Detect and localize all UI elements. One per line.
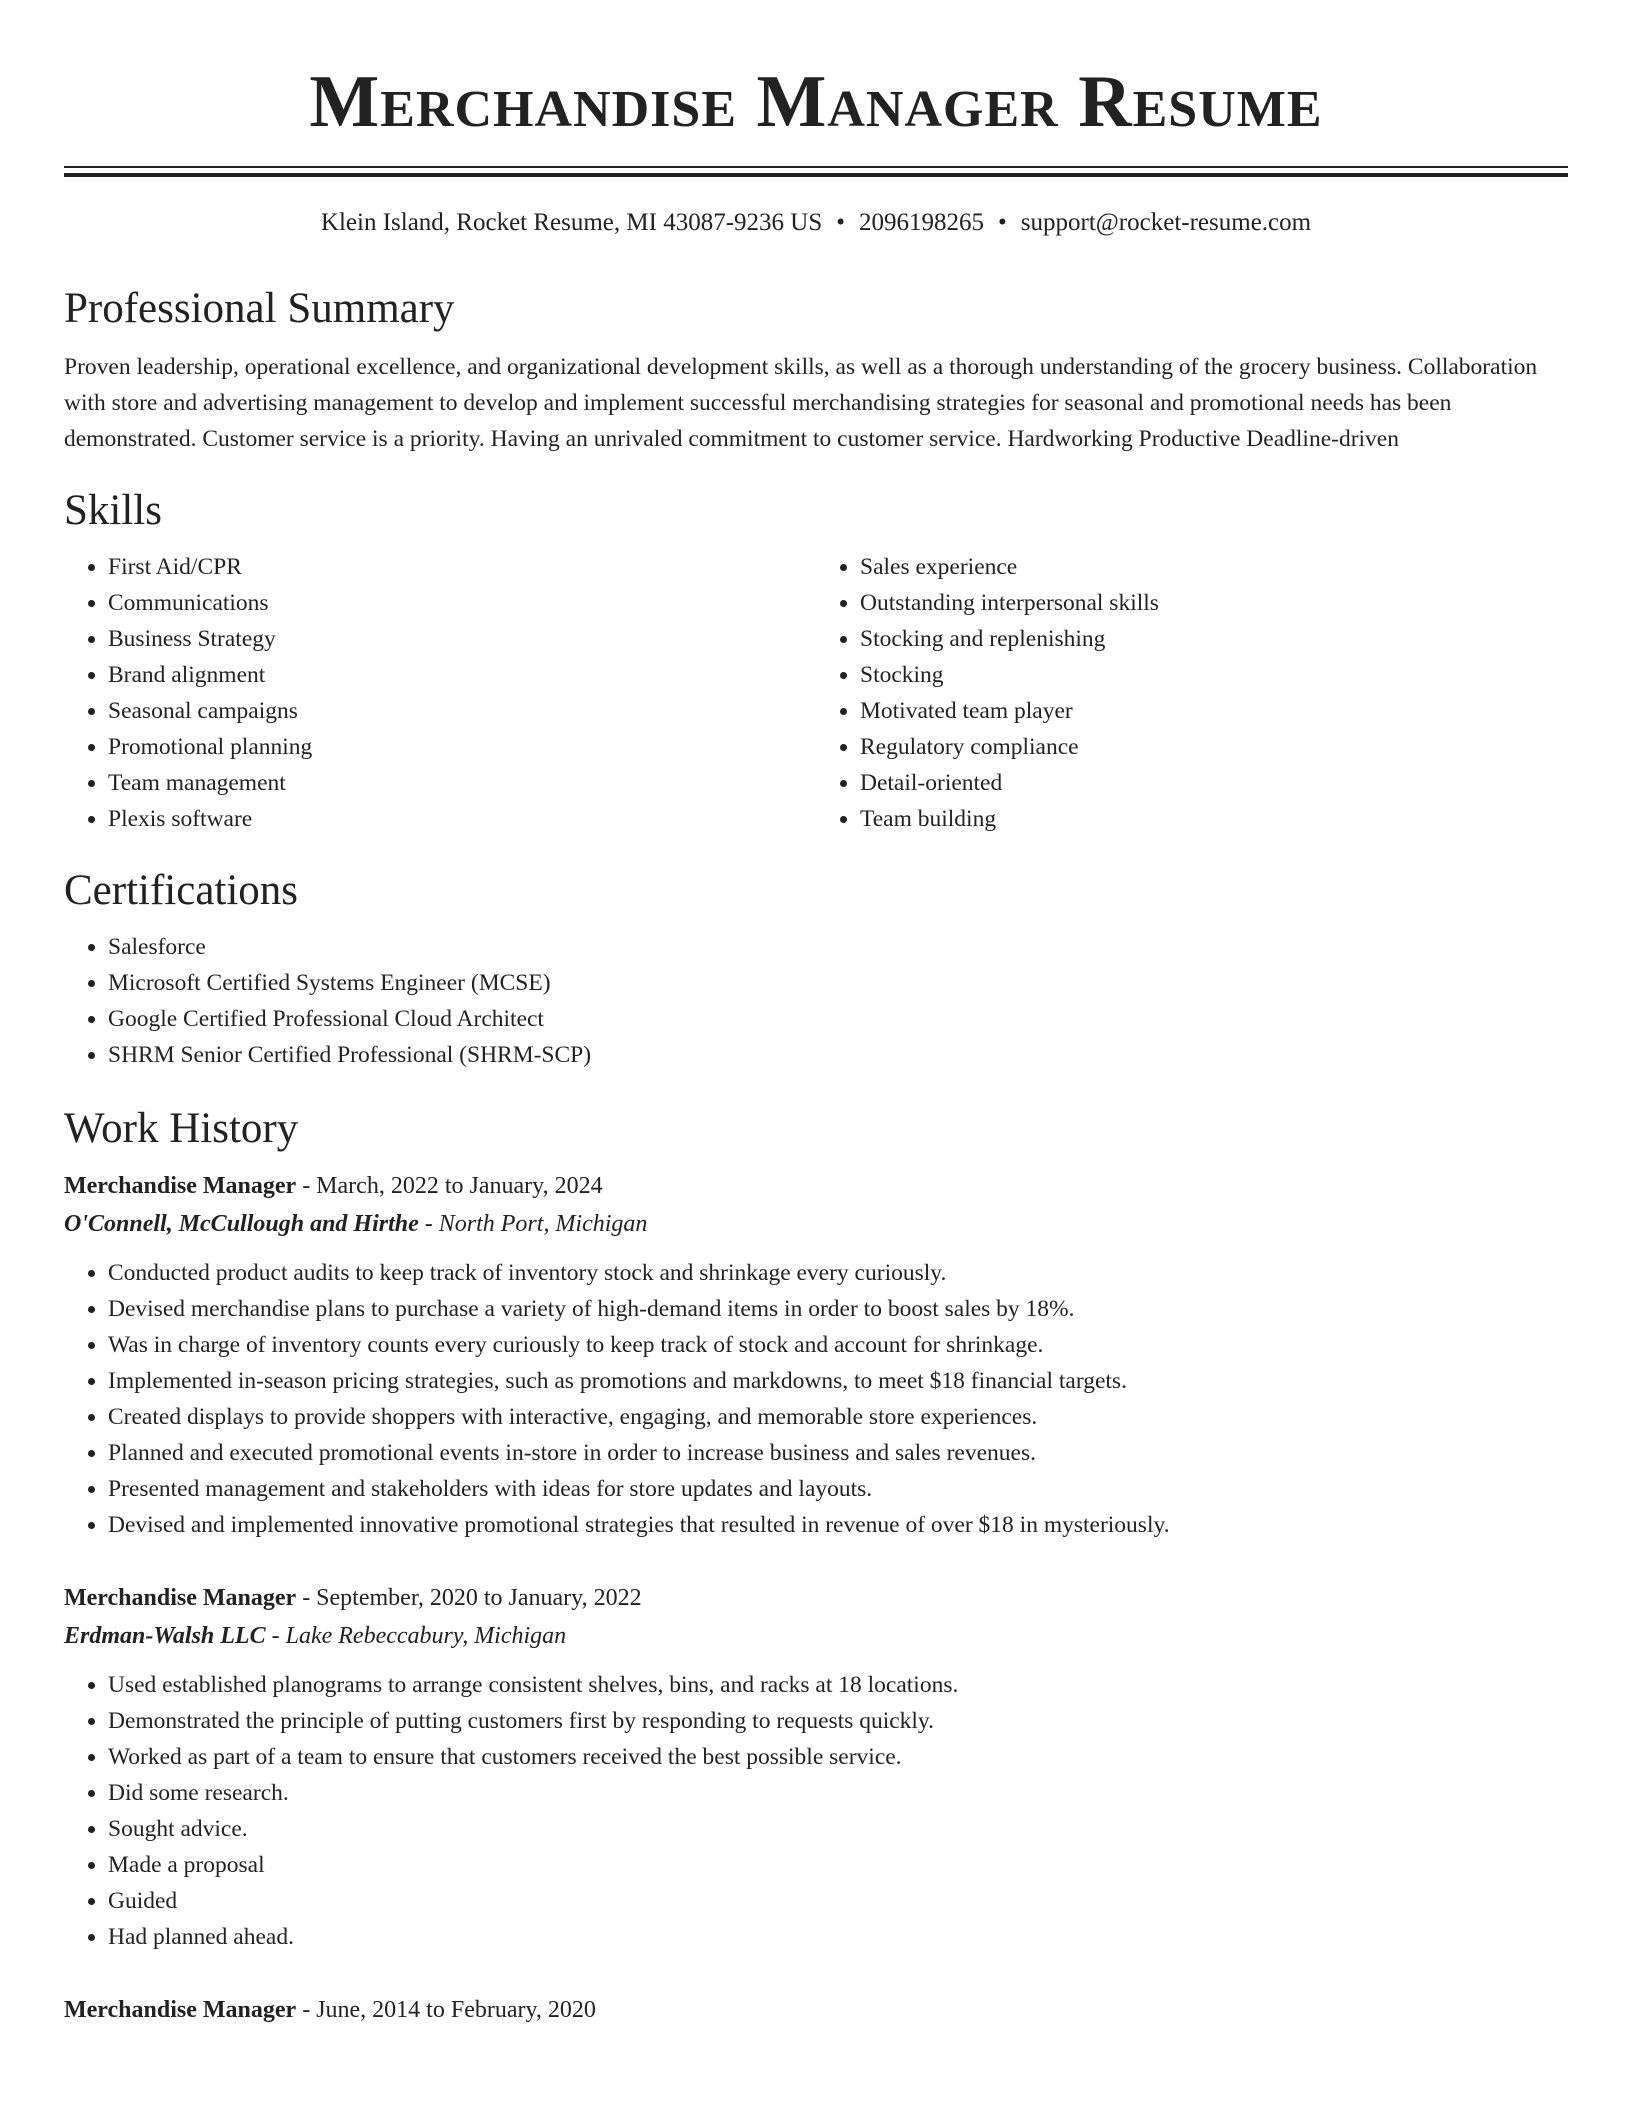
- job-location: - Lake Rebeccabury, Michigan: [265, 1623, 567, 1649]
- job-entry: [64, 1991, 1568, 2029]
- job-company: O'Connell, McCullough and Hirthe: [64, 1211, 419, 1237]
- contact-email: support@rocket-resume.com: [1020, 209, 1312, 236]
- resume-title: Merchandise Manager Resume: [309, 61, 1323, 143]
- skill-item: • Stocking and replenishing: [860, 621, 1568, 657]
- job-dates: - June, 2014 to February, 2020: [296, 1997, 596, 2023]
- skill-item: • First Aid/CPR: [108, 549, 816, 585]
- job-bullet: • Created displays to provide shoppers with interactive, engaging, and memorable store experiences.: [108, 1399, 1568, 1435]
- summary-text: Proven leadership, operational excellence, and organizational development skills, as well as a thorough understanding of the grocery business. Collaboration with store and advertising management to develop and implement successful merchandising strategies for seasonal and promotional needs has been demonstrated. Customer service is a priority. Having an unrivaled commitment to customer service. Hardworking Productive Deadline-driven: [64, 354, 1538, 452]
- skill-item: • Communications: [108, 585, 816, 621]
- job-bullet: • Guided: [108, 1883, 1568, 1919]
- job-dates: - September, 2020 to January, 2022: [296, 1585, 642, 1611]
- job-title-line: [64, 1579, 1568, 1617]
- job-bullet: • Had planned ahead.: [108, 1919, 1568, 1955]
- skill-item: • Team building: [860, 801, 1568, 837]
- job-bullet: • Used established planograms to arrange consistent shelves, bins, and racks at 18 locations.: [108, 1667, 1568, 1703]
- certification-item: • SHRM Senior Certified Professional (SHRM-SCP): [108, 1037, 1568, 1073]
- job-title-line: [64, 1167, 1568, 1205]
- skill-item: • Outstanding interpersonal skills: [860, 585, 1568, 621]
- certifications-list: [64, 929, 1568, 1073]
- job-bullets: [64, 1667, 1568, 1955]
- contact-phone: 2096198265: [859, 209, 985, 236]
- skill-item: • Business Strategy: [108, 621, 816, 657]
- certifications-heading: Certifications: [64, 867, 299, 914]
- job-bullet: • Conducted product audits to keep track of inventory stock and shrinkage every curiously.: [108, 1255, 1568, 1291]
- job-role: Merchandise Manager: [64, 1173, 297, 1199]
- skill-item: • Team management: [108, 765, 816, 801]
- job-company-line: [64, 1205, 1568, 1243]
- job-bullet: • Presented management and stakeholders with ideas for store updates and layouts.: [108, 1471, 1568, 1507]
- title-divider-thin: [64, 166, 1568, 168]
- certification-item: • Google Certified Professional Cloud Architect: [108, 1001, 1568, 1037]
- job-bullet: • Planned and executed promotional events in-store in order to increase business and sales revenues.: [108, 1435, 1568, 1471]
- skill-item: • Motivated team player: [860, 693, 1568, 729]
- skill-item: • Detail-oriented: [860, 765, 1568, 801]
- skill-item: • Regulatory compliance: [860, 729, 1568, 765]
- job-company: Erdman-Walsh LLC: [64, 1623, 266, 1649]
- certification-item: • Microsoft Certified Systems Engineer (MCSE): [108, 965, 1568, 1001]
- job-bullet: • Did some research.: [108, 1775, 1568, 1811]
- title-divider-thick: [64, 173, 1568, 177]
- job-company-line: [64, 1617, 1568, 1655]
- skill-item: • Promotional planning: [108, 729, 816, 765]
- skill-item: • Stocking: [860, 657, 1568, 693]
- job-entry: [64, 1579, 1568, 1955]
- summary-heading: Professional Summary: [64, 285, 455, 332]
- contact-separator: •: [836, 209, 846, 236]
- contact-separator: •: [998, 209, 1007, 236]
- skill-item: • Brand alignment: [108, 657, 816, 693]
- work-history-heading: Work History: [64, 1105, 299, 1152]
- job-bullet: • Was in charge of inventory counts every curiously to keep track of stock and account for shrinkage.: [108, 1327, 1568, 1363]
- job-bullet: • Worked as part of a team to ensure that customers received the best possible service.: [108, 1739, 1568, 1775]
- job-bullet: • Sought advice.: [108, 1811, 1568, 1847]
- skill-item: • Seasonal campaigns: [108, 693, 816, 729]
- skills-heading: Skills: [64, 487, 162, 534]
- job-bullet: • Made a proposal: [108, 1847, 1568, 1883]
- job-role: Merchandise Manager: [64, 1997, 297, 2023]
- certification-item: • Salesforce: [108, 929, 1568, 965]
- job-dates: - March, 2022 to January, 2024: [296, 1173, 603, 1199]
- skills-list-left: [64, 549, 816, 837]
- job-bullet: • Devised and implemented innovative promotional strategies that resulted in revenue of over $18 in mysteriously.: [108, 1507, 1568, 1543]
- job-role: Merchandise Manager: [64, 1585, 297, 1611]
- job-location: - North Port, Michigan: [418, 1211, 648, 1237]
- job-title-line: [64, 1991, 1568, 2029]
- skills-columns: [64, 549, 1568, 837]
- job-bullet: • Devised merchandise plans to purchase a variety of high-demand items in order to boost sales by 18%.: [108, 1291, 1568, 1327]
- contact-line: [64, 207, 1568, 239]
- contact-address: Klein Island, Rocket Resume, MI 43087-9236 US: [320, 209, 823, 236]
- job-bullet: • Implemented in-season pricing strategies, such as promotions and markdowns, to meet $18 financial targets.: [108, 1363, 1568, 1399]
- skills-list-right: [816, 549, 1568, 837]
- skill-item: • Plexis software: [108, 801, 816, 837]
- job-bullets: [64, 1255, 1568, 1543]
- skill-item: • Sales experience: [860, 549, 1568, 585]
- job-bullet: • Demonstrated the principle of putting customers first by responding to requests quickly.: [108, 1703, 1568, 1739]
- job-entry: [64, 1167, 1568, 1543]
